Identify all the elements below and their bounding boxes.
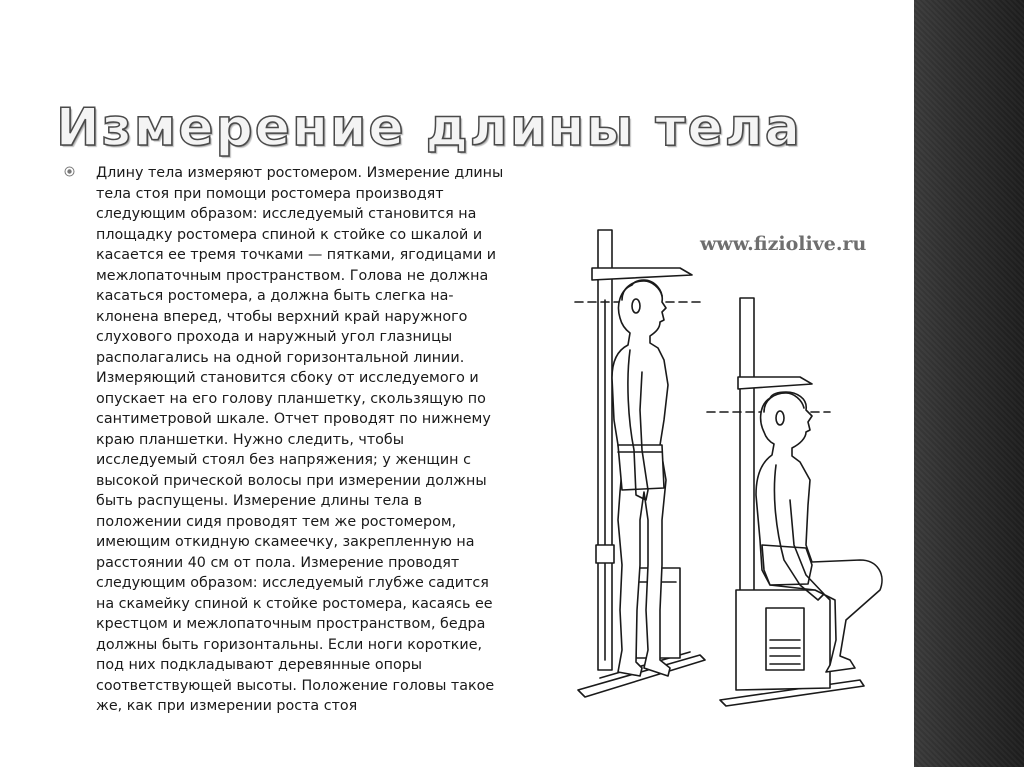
stadiometer-illustration [560,220,900,720]
slide-title: Измерение длины тела [56,98,802,158]
standing-measurement-figure [575,230,705,697]
watermark-text: www.fiziolive.ru [700,233,867,255]
body-paragraph: Длину тела измеряют ростомером. Измерение длины тела стоя при помощи ростомера производят следующим образом: исследуемый становится на площадку ростомера спиной к стойке со шкалой и касается ее тремя точками — пятками, ягодицами и межлопаточным пространством. Голова не должна касаться ростомера, а должна быть слегка на- клонена вперед, чтобы верхний край наружного слухового прохода и наружный угол глазницы располагались на одной горизонтальной линии. Измеряющий становится сбоку от исследуемого и опускает на его голову планшетку, скользящую по сантиметровой шкале. Отчет проводят по нижнему краю планшетки. Нужно следить, чтобы исследуемый стоял без напряжения; у женщин с высокой прической волосы при измерении должны быть распущены. Измерение длины тела в положении сидя проводят тем же ростомером, имеющим откидную скамеечку, закрепленную на расстоянии 40 см от пола. Измерение проводят следующим образом: исследуемый глубже садится на скамейку спиной к стойке ростомера, касаясь ее крестцом и межлопаточным пространством, бедра должны быть горизонтальны. Если ноги короткие, под них подкладывают деревянные опоры соответствующей высоты. Положение головы такое же, как при измерении роста стоя [96,165,504,714]
circle-bullet-icon [64,166,75,177]
sitting-measurement-figure [707,298,882,706]
decorative-side-panel [914,0,1024,767]
